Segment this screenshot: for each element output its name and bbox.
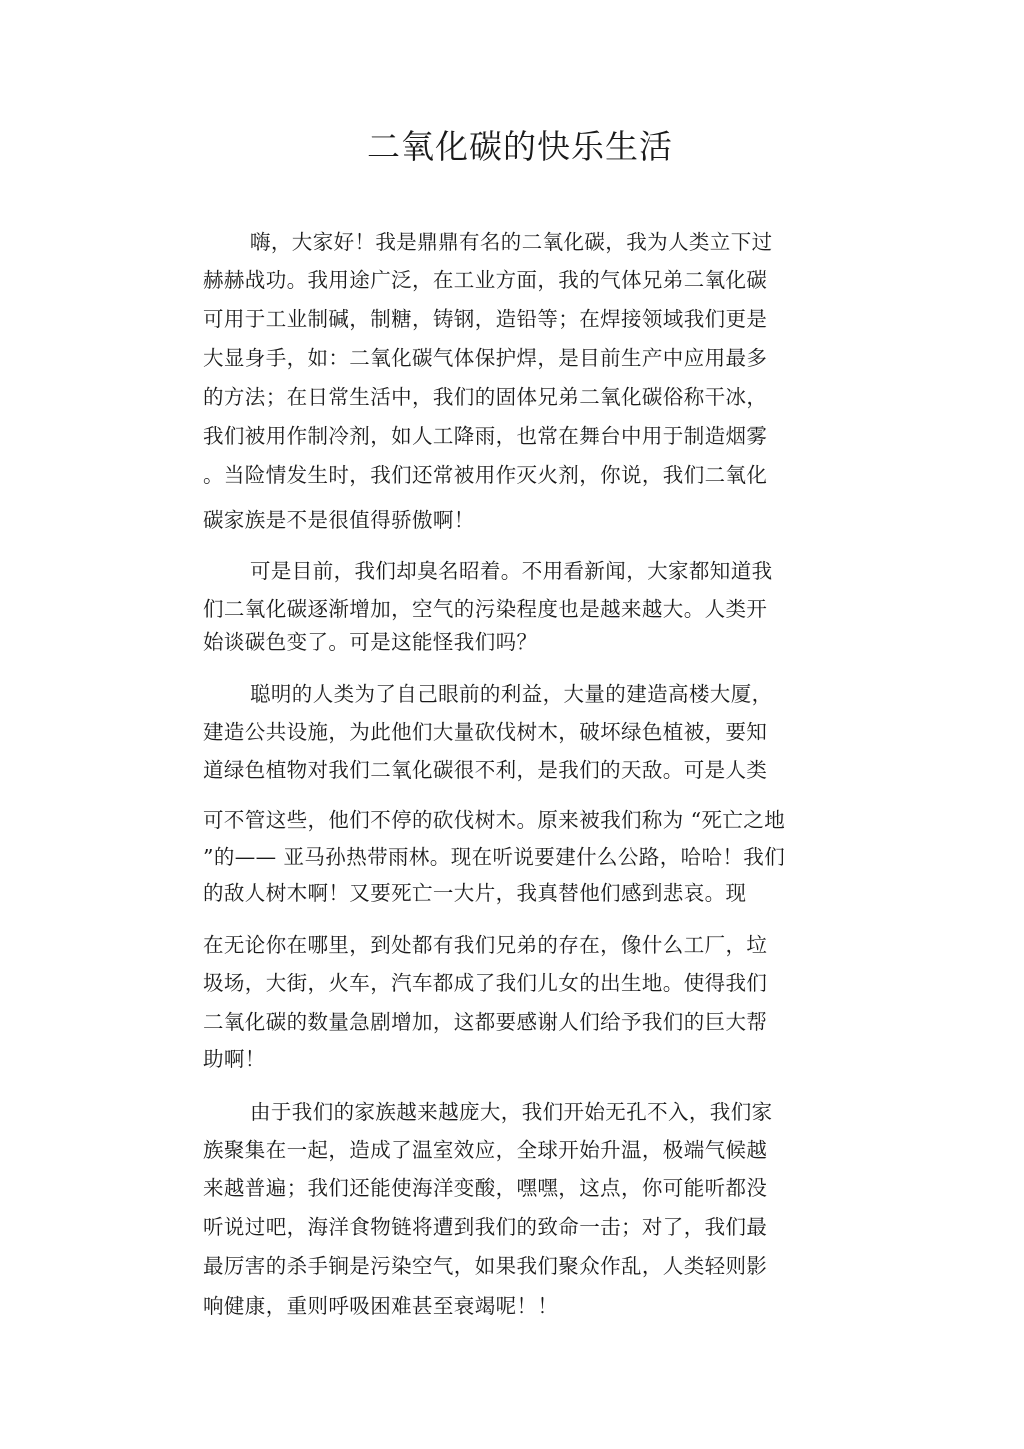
text-line: 可是目前，我们却臭名昭着。不用看新闻，大家都知道我 — [250, 559, 773, 583]
text-line: 在无论你在哪里，到处都有我们兄弟的存在，像什么工厂，垃 — [203, 933, 768, 957]
text-line: 可用于工业制碱，制糖，铸钢，造铅等；在焊接领域我们更是 — [203, 307, 768, 331]
text-line: 的方法；在日常生活中，我们的固体兄弟二氧化碳俗称干冰， — [203, 385, 768, 409]
document-title: 二氧化碳的快乐生活 — [367, 127, 673, 166]
text-line: 赫赫战功。我用途广泛，在工业方面，我的气体兄弟二氧化碳 — [203, 268, 768, 292]
text-line: 嗨，大家好！我是鼎鼎有名的二氧化碳，我为人类立下过 — [250, 230, 773, 254]
text-line: 道绿色植物对我们二氧化碳很不利，是我们的天敌。可是人类 — [203, 758, 768, 782]
text-line: 们二氧化碳逐渐增加，空气的污染程度也是越来越大。人类开 — [203, 597, 768, 621]
text-line: 族聚集在一起，造成了温室效应，全球开始升温，极端气候越 — [203, 1138, 768, 1162]
text-line: 来越普遍；我们还能使海洋变酸，嘿嘿，这点，你可能听都没 — [203, 1176, 768, 1200]
text-line: 的敌人树木啊！又要死亡一大片，我真替他们感到悲哀。现 — [203, 881, 747, 905]
text-line: 最厉害的杀手锏是污染空气，如果我们聚众作乱，人类轻则影 — [203, 1254, 768, 1278]
text-line: 大显身手，如：二氧化碳气体保护焊，是目前生产中应用最多 — [203, 346, 768, 370]
text-line: 聪明的人类为了自己眼前的利益，大量的建造高楼大厦， — [250, 682, 773, 706]
text-line: 可不管这些，他们不停的砍伐树木。原来被我们称为 “死亡之地 — [203, 808, 786, 832]
text-line: 建造公共设施，为此他们大量砍伐树木，破坏绿色植被，要知 — [203, 720, 768, 744]
text-line: 圾场，大街，火车，汽车都成了我们儿女的出生地。使得我们 — [203, 971, 768, 995]
text-line: 始谈碳色变了。可是这能怪我们吗？ — [203, 630, 538, 654]
text-line: 二氧化碳的数量急剧增加，这都要感谢人们给予我们的巨大帮 — [203, 1010, 768, 1034]
text-line: 由于我们的家族越来越庞大，我们开始无孔不入，我们家 — [250, 1100, 773, 1124]
text-line: ”的—— 亚马孙热带雨林。现在听说要建什么公路，哈哈！我们 — [203, 845, 786, 869]
text-line: 。当险情发生时，我们还常被用作灭火剂，你说，我们二氧化 — [203, 463, 768, 487]
text-line: 碳家族是不是很值得骄傲啊！ — [203, 508, 475, 532]
text-line: 听说过吧，海洋食物链将遭到我们的致命一击；对了，我们最 — [203, 1215, 768, 1239]
text-line: 响健康，重则呼吸困难甚至衰竭呢！！ — [203, 1294, 559, 1318]
text-line: 我们被用作制冷剂，如人工降雨，也常在舞台中用于制造烟雾 — [203, 424, 768, 448]
text-line: 助啊！ — [203, 1047, 266, 1071]
